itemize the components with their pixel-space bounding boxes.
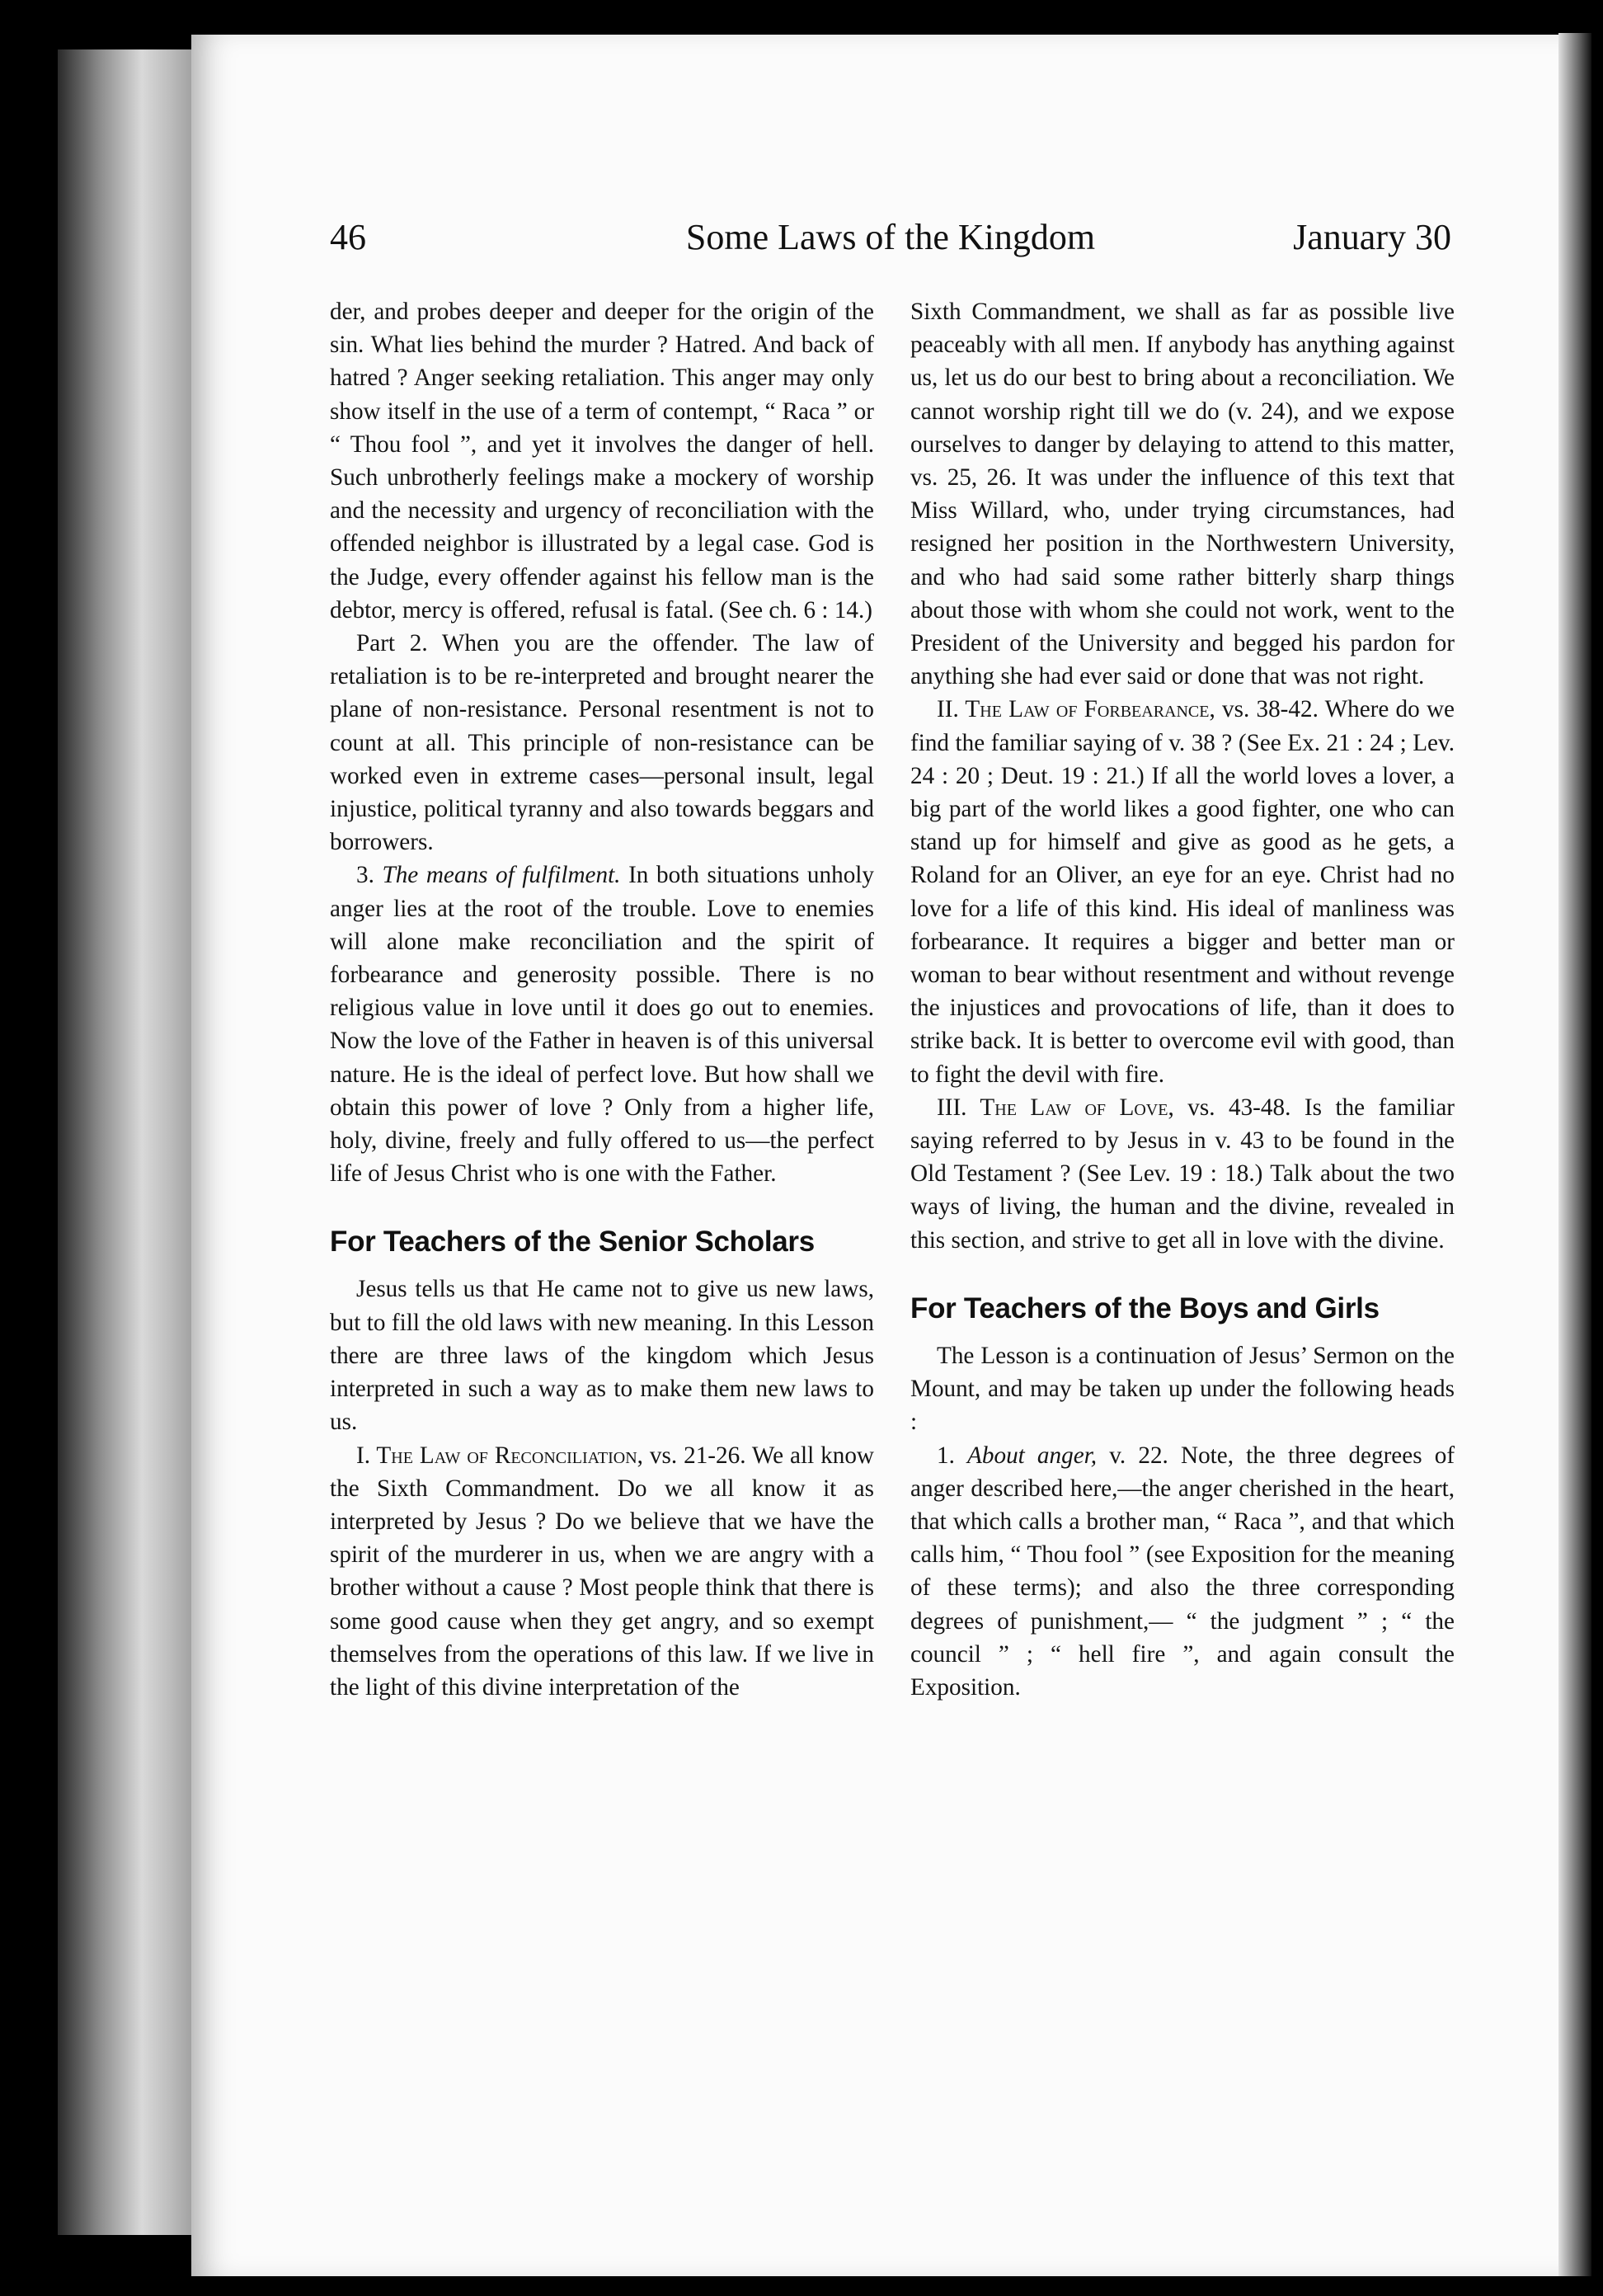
paragraph-number: 1.	[937, 1442, 955, 1469]
running-title: Some Laws of the Kingdom	[685, 217, 1096, 257]
paragraph-text: vs. 43-48. Is the familiar saying referred to by Jesus in v. 43 to be found in the Old Testament ? (See Lev. 19 : 18.) Talk about the two ways of living, the human and the divine, revealed in this section, and strive to get all in love with the divine.	[910, 1094, 1455, 1254]
paragraph-text: vs. 38-42. Where do we find the familiar saying of v. 38 ? (See Ex. 21 : 24 ; Lev. 24 : 20 ; Deut. 19 : 21.) If all the world loves a lover, a big part of the world likes a good fighter, one who can stand up for himself and give as good as he gets, a Roland for an Oliver, an eye for an eye. Christ had no love for a life of this kind. His ideal of manliness was forbearance. It requires a bigger and better man or woman to bear without resentment and without revenge the injustices and provocations of life, than it does to strike back. It is better to overcome evil with good, than to fight the devil with fire.	[910, 696, 1455, 1088]
paragraph-number: 3.	[356, 862, 374, 889]
paragraph	[910, 1439, 1455, 1705]
paragraph	[910, 1091, 1455, 1257]
paragraph: The Lesson is a continuation of Jesus’ Sermon on the Mount, and may be taken up under the following heads :	[910, 1342, 1455, 1436]
section-heading-senior-scholars: For Teachers of the Senior Scholars	[330, 1226, 815, 1259]
left-column	[330, 295, 874, 1704]
page-right-edge	[1558, 33, 1591, 2276]
italic-subheading: About anger,	[967, 1442, 1098, 1469]
paragraph: der, and probes deeper and deeper for the origin of the sin. What lies behind the murder ? Hatred. And back of hatred ? Anger seeking retaliation. This anger may only show itself in the use of a term of contempt, “ Raca ” or “ Thou fool ”, and yet it involves the danger of hell. Such unbrotherly feelings make a mockery of worship and the necessity and urgency of reconciliation with the offended neighbor is illustrated by a legal case. God is the Judge, every offender against his fellow man is the debtor, mercy is offered, refusal is fatal. (See ch. 6 : 14.)	[330, 299, 874, 623]
book-spine-edge	[58, 49, 198, 2235]
right-column	[910, 295, 1455, 1704]
paragraph-text: v. 22. Note, the three degrees of anger described here,—the anger cherished in the heart, that which calls a brother man, “ Raca ”, and that which calls him, “ Thou fool ” (see Exposition for the meaning of these terms); and also the three corresponding degrees of punishment,— “ the judgment ” ; “ the council ” ; “ hell fire ”, and again consult the Exposition.	[910, 1442, 1455, 1701]
running-header	[330, 216, 1451, 266]
paragraph-text: In both situations unholy anger lies at the root of the trouble. Love to enemies will alone make reconciliation and the spirit of forbearance and generosity possible. There is no religious value in love until it does go out to enemies. Now the love of the Father in heaven is of this universal nature. He is the ideal of perfect love. But how shall we obtain this power of love ? Only from a higher life, holy, divine, freely and fully offered to us—the perfect life of Jesus Christ who is one with the Father.	[330, 862, 875, 1188]
paragraph: Part 2. When you are the offender. The law of retaliation is to be re-interpreted and brought nearer the plane of non-resistance. Personal resentment is not to count at all. This principle of non-resistance can be worked even in extreme cases—personal insult, legal injustice, political tyranny and also towards beggars and borrowers.	[330, 630, 874, 856]
paragraph-text: vs. 21-26. We all know the Sixth Commandment. Do we all know it as interpreted by Jesus ? Do we believe that we have the spirit of the murderer in us, when we are angry with a brother without a cause ? Most people think that there is some good cause when they get angry, and so exempt themselves from the operations of this law. If we live in the light of this divine interpretation of the	[330, 1442, 875, 1701]
page-number: 46	[330, 217, 366, 257]
paragraph	[910, 693, 1455, 1090]
paragraph	[330, 1439, 874, 1705]
law-label: II. The Law of Forbearance,	[937, 696, 1215, 723]
paragraph	[330, 859, 874, 1190]
law-label: III. The Law of Love,	[937, 1094, 1174, 1121]
paragraph: Jesus tells us that He came not to give us new laws, but to fill the old laws with new meaning. In this Lesson there are three laws of the kingdom which Jesus interpreted in such a way as to make them new laws to us.	[330, 1276, 874, 1436]
paragraph: Sixth Commandment, we shall as far as possible live peaceably with all men. If anybody has anything against us, let us do our best to bring about a reconciliation. We cannot worship right till we do (v. 24), and we expose ourselves to danger by delaying to attend to this matter, vs. 25, 26. It was under the influence of this text that Miss Willard, who, under trying circumstances, had resigned her position in the Northwestern University, and who had said some rather bitterly sharp things about those with whom she could not work, went to the President of the University and begged his pardon for anything she had ever said or done that was not right.	[910, 299, 1455, 690]
italic-subheading: The means of fulfilment.	[382, 862, 621, 889]
running-date: January 30	[1293, 217, 1451, 257]
section-heading-boys-girls: For Teachers of the Boys and Girls	[910, 1292, 1380, 1324]
law-label: I. The Law of Reconciliation,	[356, 1442, 643, 1469]
